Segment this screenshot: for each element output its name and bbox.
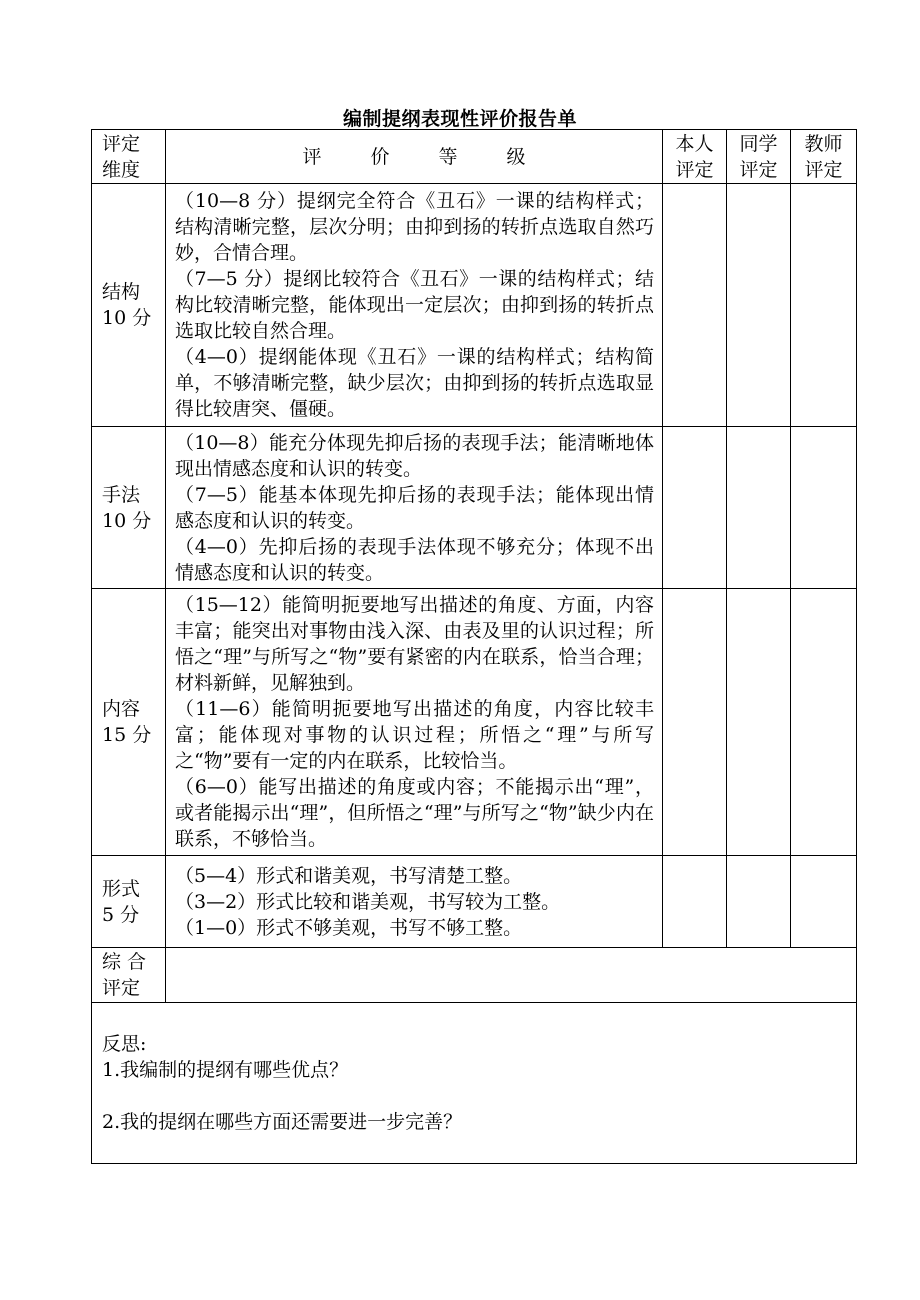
criteria-level-low: （1—0）形式不够美观，书写不够工整。	[175, 916, 523, 939]
header-dimension	[92, 130, 166, 184]
peer-score-cell[interactable]	[727, 427, 791, 589]
peer-score-cell[interactable]	[727, 184, 791, 427]
self-score-cell[interactable]	[663, 856, 727, 948]
dimension-structure	[92, 184, 166, 427]
header-self-line1: 本人	[675, 132, 714, 155]
reflection-question-1: 1.我编制的提纲有哪些优点？	[102, 1059, 349, 1081]
dimension-technique-name: 手法	[102, 483, 141, 506]
row-technique	[92, 427, 857, 589]
criteria-level-mid: （3—2）形式比较和谐美观，书写较为工整。	[175, 890, 561, 913]
criteria-level-low: （6—0）能写出描述的角度或内容；不能揭示出“理”，或者能揭示出“理”，但所悟之“理”与所写之“物”缺少内在联系，不够恰当。	[175, 776, 654, 850]
row-content	[92, 589, 857, 856]
self-score-cell[interactable]	[663, 184, 727, 427]
criteria-level-high: （10—8 分）提纲完全符合《丑石》一课的结构样式；结构清晰完整，层次分明；由抑到扬的转折点选取自然巧妙，合情合理。	[175, 190, 654, 264]
criteria-level-mid: （11—6）能简明扼要地写出描述的角度，内容比较丰富；能体现对事物的认识过程；所悟之“理”与所写之“物”要有一定的内在联系，比较恰当。	[175, 698, 654, 772]
teacher-score-cell[interactable]	[791, 427, 857, 589]
criteria-level-low: （4—0）先抑后扬的表现手法体现不够充分；体现不出情感态度和认识的转变。	[175, 535, 654, 584]
summary-input-cell[interactable]	[166, 948, 857, 1003]
dimension-content-name: 内容	[102, 698, 141, 720]
peer-score-cell[interactable]	[727, 856, 791, 948]
criteria-structure	[166, 184, 663, 427]
header-teacher-line1: 教师	[804, 132, 843, 155]
header-teacher	[791, 130, 857, 184]
dimension-form	[92, 856, 166, 948]
reflection-question-2: 2.我的提纲在哪些方面还需要进一步完善？	[102, 1111, 463, 1133]
dimension-form-score: 5 分	[102, 903, 140, 926]
header-dimension-line2: 维度	[102, 158, 141, 181]
dimension-structure-score: 10 分	[102, 307, 152, 329]
teacher-score-cell[interactable]	[791, 589, 857, 856]
page-title: 编制提纲表现性评价报告单	[342, 108, 577, 130]
row-summary	[92, 948, 857, 1003]
row-reflection	[92, 1003, 857, 1164]
criteria-level-high: （5—4）形式和谐美观，书写清楚工整。	[175, 864, 523, 887]
teacher-score-cell[interactable]	[791, 856, 857, 948]
dimension-structure-name: 结构	[102, 281, 141, 303]
dimension-form-name: 形式	[102, 877, 141, 900]
summary-label	[92, 948, 166, 1003]
summary-label-line2: 评定	[102, 977, 141, 999]
header-peer-line1: 同学	[739, 132, 778, 155]
header-self-line2: 评定	[675, 158, 714, 181]
header-grade-char2: 价	[370, 145, 390, 168]
header-teacher-line2: 评定	[804, 158, 843, 181]
row-structure	[92, 184, 857, 427]
criteria-level-mid: （7—5）能基本体现先抑后扬的表现手法；能体现出情感态度和认识的转变。	[175, 483, 654, 532]
header-grade	[166, 130, 663, 184]
criteria-level-high: （15—12）能简明扼要地写出描述的角度、方面，内容丰富；能突出对事物由浅入深、由表及里的认识过程；所悟之“理”与所写之“物”要有紧密的内在联系，恰当合理；材料新鲜，见解独到。	[175, 594, 654, 694]
self-score-cell[interactable]	[663, 589, 727, 856]
header-grade-char4: 级	[506, 145, 526, 168]
reflection-cell[interactable]	[92, 1003, 857, 1164]
header-peer	[727, 130, 791, 184]
answer-space	[102, 1083, 846, 1109]
criteria-technique	[166, 427, 663, 589]
criteria-level-low: （4—0）提纲能体现《丑石》一课的结构样式；结构简单，不够清晰完整，缺少层次；由抑到扬的转折点选取显得比较唐突、僵硬。	[175, 346, 654, 420]
header-row	[92, 130, 857, 184]
criteria-level-high: （10—8）能充分体现先抑后扬的表现手法；能清晰地体现出情感态度和认识的转变。	[175, 431, 654, 480]
reflection-label: 反思:	[102, 1033, 147, 1055]
teacher-score-cell[interactable]	[791, 184, 857, 427]
dimension-technique	[92, 427, 166, 589]
header-dimension-line1: 评定	[102, 132, 141, 155]
criteria-level-mid: （7—5 分）提纲比较符合《丑石》一课的结构样式；结构比较清晰完整，能体现出一定层次；由抑到扬的转折点选取比较自然合理。	[175, 268, 654, 342]
row-form	[92, 856, 857, 948]
self-score-cell[interactable]	[663, 427, 727, 589]
header-self	[663, 130, 727, 184]
header-grade-char1: 评	[302, 145, 322, 168]
summary-label-line1: 综 合	[102, 951, 147, 973]
peer-score-cell[interactable]	[727, 589, 791, 856]
dimension-content-score: 15 分	[102, 724, 152, 746]
criteria-content	[166, 589, 663, 856]
criteria-form	[166, 856, 663, 948]
dimension-content	[92, 589, 166, 856]
header-peer-line2: 评定	[739, 158, 778, 181]
header-grade-char3: 等	[438, 145, 458, 168]
evaluation-table	[91, 129, 857, 1164]
dimension-technique-score: 10 分	[102, 509, 152, 532]
